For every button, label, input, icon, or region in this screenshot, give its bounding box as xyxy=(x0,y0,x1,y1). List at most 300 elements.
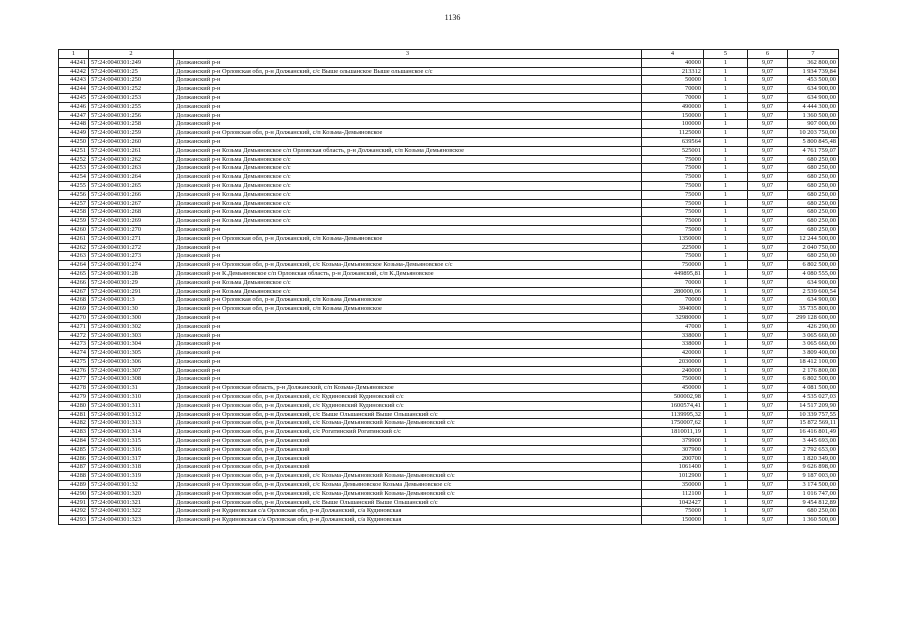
address-cell: Должанский р-н Кудиновская с/а Орловская обл, р-н Должанский, с/а Кудиновская xyxy=(174,516,642,525)
category-cell: 1 xyxy=(704,331,748,340)
table-row xyxy=(59,85,839,94)
area-cell: 1139995,32 xyxy=(642,410,704,419)
rate-cell: 9,07 xyxy=(748,305,788,314)
category-cell: 1 xyxy=(704,498,748,507)
cadastral-number: 57:24:0040301:31 xyxy=(89,384,174,393)
cadastral-number: 57:24:0040301:270 xyxy=(89,225,174,234)
table-row xyxy=(59,401,839,410)
area-cell: 280000,06 xyxy=(642,287,704,296)
value-cell: 453 500,00 xyxy=(788,76,839,85)
category-cell: 1 xyxy=(704,67,748,76)
table-row xyxy=(59,67,839,76)
cadastral-number: 57:24:0040301:305 xyxy=(89,349,174,358)
row-number: 44279 xyxy=(59,393,89,402)
category-cell: 1 xyxy=(704,93,748,102)
table-row xyxy=(59,305,839,314)
area-cell: 449895,81 xyxy=(642,269,704,278)
row-number: 44249 xyxy=(59,129,89,138)
rate-cell: 9,07 xyxy=(748,208,788,217)
address-cell: Должанский р-н Орловская обл, р-н Должанский, с/п Козьма-Демьяновское xyxy=(174,129,642,138)
category-cell: 1 xyxy=(704,454,748,463)
address-cell: Должанский р-н Орловская обл, р-н Должанский, с/п Козьма-Демьяновское xyxy=(174,234,642,243)
rate-cell: 9,07 xyxy=(748,516,788,525)
cadastral-number: 57:24:0040301:271 xyxy=(89,234,174,243)
area-cell: 1350000 xyxy=(642,234,704,243)
row-number: 44292 xyxy=(59,507,89,516)
cadastral-number: 57:24:0040301:307 xyxy=(89,366,174,375)
area-cell: 1810011,19 xyxy=(642,428,704,437)
category-cell: 1 xyxy=(704,507,748,516)
area-cell: 50000 xyxy=(642,76,704,85)
rate-cell: 9,07 xyxy=(748,419,788,428)
address-cell: Должанский р-н xyxy=(174,58,642,67)
address-cell: Должанский р-н xyxy=(174,137,642,146)
address-cell: Должанский р-н Орловская обл, р-н Должанский, с/с Выше Ольшанский Выше Ольшанский с/с xyxy=(174,498,642,507)
table-row xyxy=(59,375,839,384)
address-cell: Должанский р-н К.Демьяновское с/п Орловская область, р-н Должанский, с/п К.Демьяновское xyxy=(174,269,642,278)
category-cell: 1 xyxy=(704,349,748,358)
rate-cell: 9,07 xyxy=(748,217,788,226)
cadastral-number: 57:24:0040301:311 xyxy=(89,401,174,410)
row-number: 44281 xyxy=(59,410,89,419)
category-cell: 1 xyxy=(704,173,748,182)
value-cell: 680 250,00 xyxy=(788,217,839,226)
header-col-1: 1 xyxy=(59,50,89,59)
rate-cell: 9,07 xyxy=(748,349,788,358)
cadastral-number: 57:24:0040301:308 xyxy=(89,375,174,384)
rate-cell: 9,07 xyxy=(748,155,788,164)
cadastral-number: 57:24:0040301:291 xyxy=(89,287,174,296)
cadastral-number: 57:24:0040301:302 xyxy=(89,322,174,331)
value-cell: 35 735 800,00 xyxy=(788,305,839,314)
cadastral-number: 57:24:0040301:267 xyxy=(89,199,174,208)
cadastral-number: 57:24:0040301:28 xyxy=(89,269,174,278)
rate-cell: 9,07 xyxy=(748,190,788,199)
area-cell: 75000 xyxy=(642,181,704,190)
rate-cell: 9,07 xyxy=(748,322,788,331)
value-cell: 680 250,00 xyxy=(788,155,839,164)
row-number: 44264 xyxy=(59,261,89,270)
address-cell: Должанский р-н Орловская обл, р-н Должанский, с/с Козьма-Демьяновский Козьма-Демьяновский с/с xyxy=(174,419,642,428)
value-cell: 680 250,00 xyxy=(788,173,839,182)
address-cell: Должанский р-н Орловская обл, р-н Должанский, с/с Козьма-Демьяновское Козьма-Демьяновское с/с xyxy=(174,261,642,270)
value-cell: 1 934 739,84 xyxy=(788,67,839,76)
address-cell: Должанский р-н Орловская обл, р-н Должанский, с/с Козьма-Демьяновский Козьма-Демьяновский с/с xyxy=(174,489,642,498)
row-number: 44282 xyxy=(59,419,89,428)
area-cell: 240000 xyxy=(642,366,704,375)
value-cell: 680 250,00 xyxy=(788,164,839,173)
table-row xyxy=(59,410,839,419)
address-cell: Должанский р-н Орловская обл, р-н Должанский xyxy=(174,437,642,446)
area-cell: 225000 xyxy=(642,243,704,252)
area-cell: 70000 xyxy=(642,278,704,287)
value-cell: 5 800 845,48 xyxy=(788,137,839,146)
area-cell: 1012900 xyxy=(642,472,704,481)
value-cell: 3 445 693,00 xyxy=(788,437,839,446)
cadastral-number: 57:24:0040301:253 xyxy=(89,93,174,102)
cadastral-number: 57:24:0040301:29 xyxy=(89,278,174,287)
area-cell: 100000 xyxy=(642,120,704,129)
value-cell: 680 250,00 xyxy=(788,181,839,190)
category-cell: 1 xyxy=(704,164,748,173)
address-cell: Должанский р-н Козьма Демьяновское с/с xyxy=(174,181,642,190)
rate-cell: 9,07 xyxy=(748,67,788,76)
category-cell: 1 xyxy=(704,243,748,252)
rate-cell: 9,07 xyxy=(748,357,788,366)
area-cell: 75000 xyxy=(642,252,704,261)
area-cell: 75000 xyxy=(642,208,704,217)
row-number: 44274 xyxy=(59,349,89,358)
table-row xyxy=(59,155,839,164)
table-row xyxy=(59,472,839,481)
cadastral-number: 57:24:0040301:323 xyxy=(89,516,174,525)
table-row xyxy=(59,498,839,507)
cadastral-number: 57:24:0040301:30 xyxy=(89,305,174,314)
table-row xyxy=(59,173,839,182)
area-cell: 75000 xyxy=(642,199,704,208)
cadastral-number: 57:24:0040301:252 xyxy=(89,85,174,94)
category-cell: 1 xyxy=(704,120,748,129)
cadastral-number: 57:24:0040301:273 xyxy=(89,252,174,261)
table-row xyxy=(59,164,839,173)
cadastral-number: 57:24:0040301:272 xyxy=(89,243,174,252)
value-cell: 3 065 660,00 xyxy=(788,331,839,340)
header-col-2: 2 xyxy=(89,50,174,59)
table-row xyxy=(59,120,839,129)
category-cell: 1 xyxy=(704,181,748,190)
rate-cell: 9,07 xyxy=(748,437,788,446)
value-cell: 1 360 500,00 xyxy=(788,516,839,525)
value-cell: 1 360 500,00 xyxy=(788,111,839,120)
row-number: 44243 xyxy=(59,76,89,85)
rate-cell: 9,07 xyxy=(748,146,788,155)
address-cell: Должанский р-н Орловская обл, р-н Должанский, с/с Рогатинский Рогатинский с/с xyxy=(174,428,642,437)
table-row xyxy=(59,481,839,490)
category-cell: 1 xyxy=(704,428,748,437)
rate-cell: 9,07 xyxy=(748,269,788,278)
category-cell: 1 xyxy=(704,366,748,375)
cadastral-number: 57:24:0040301:314 xyxy=(89,428,174,437)
row-number: 44262 xyxy=(59,243,89,252)
value-cell: 6 802 500,00 xyxy=(788,375,839,384)
area-cell: 350000 xyxy=(642,481,704,490)
address-cell: Должанский р-н xyxy=(174,313,642,322)
address-cell: Должанский р-н xyxy=(174,375,642,384)
cadastral-number: 57:24:0040301:322 xyxy=(89,507,174,516)
area-cell: 32980000 xyxy=(642,313,704,322)
category-cell: 1 xyxy=(704,199,748,208)
row-number: 44289 xyxy=(59,481,89,490)
header-col-5: 5 xyxy=(704,50,748,59)
area-cell: 150000 xyxy=(642,111,704,120)
value-cell: 3 809 400,00 xyxy=(788,349,839,358)
row-number: 44278 xyxy=(59,384,89,393)
category-cell: 1 xyxy=(704,146,748,155)
area-cell: 47000 xyxy=(642,322,704,331)
rate-cell: 9,07 xyxy=(748,243,788,252)
rate-cell: 9,07 xyxy=(748,137,788,146)
value-cell: 1 820 349,00 xyxy=(788,454,839,463)
value-cell: 4 081 500,00 xyxy=(788,384,839,393)
rate-cell: 9,07 xyxy=(748,234,788,243)
rate-cell: 9,07 xyxy=(748,129,788,138)
row-number: 44242 xyxy=(59,67,89,76)
table-row xyxy=(59,454,839,463)
row-number: 44261 xyxy=(59,234,89,243)
category-cell: 1 xyxy=(704,58,748,67)
row-number: 44277 xyxy=(59,375,89,384)
table-row xyxy=(59,199,839,208)
table-row xyxy=(59,287,839,296)
row-number: 44290 xyxy=(59,489,89,498)
category-cell: 1 xyxy=(704,357,748,366)
category-cell: 1 xyxy=(704,384,748,393)
area-cell: 1600574,41 xyxy=(642,401,704,410)
value-cell: 2 040 750,00 xyxy=(788,243,839,252)
address-cell: Должанский р-н xyxy=(174,252,642,261)
table-row xyxy=(59,489,839,498)
value-cell: 680 250,00 xyxy=(788,252,839,261)
category-cell: 1 xyxy=(704,102,748,111)
address-cell: Должанский р-н Орловская обл, р-н Должанский, с/с Кудиновский Кудиновский с/с xyxy=(174,393,642,402)
row-number: 44293 xyxy=(59,516,89,525)
category-cell: 1 xyxy=(704,137,748,146)
rate-cell: 9,07 xyxy=(748,428,788,437)
area-cell: 75000 xyxy=(642,164,704,173)
rate-cell: 9,07 xyxy=(748,481,788,490)
category-cell: 1 xyxy=(704,516,748,525)
rate-cell: 9,07 xyxy=(748,401,788,410)
address-cell: Должанский р-н Козьма Демьяновское с/с xyxy=(174,190,642,199)
row-number: 44275 xyxy=(59,357,89,366)
cadastral-number: 57:24:0040301:315 xyxy=(89,437,174,446)
category-cell: 1 xyxy=(704,375,748,384)
address-cell: Должанский р-н Козьма Демьяновское с/с xyxy=(174,164,642,173)
table-row xyxy=(59,208,839,217)
value-cell: 2 792 653,00 xyxy=(788,445,839,454)
table-row xyxy=(59,146,839,155)
value-cell: 16 416 801,49 xyxy=(788,428,839,437)
area-cell: 1750007,62 xyxy=(642,419,704,428)
address-cell: Должанский р-н Орловская обл, р-н Должанский, с/с Козьма Демьяновское Козьма Демьяновское с/с xyxy=(174,481,642,490)
row-number: 44256 xyxy=(59,190,89,199)
table-row xyxy=(59,252,839,261)
rate-cell: 9,07 xyxy=(748,366,788,375)
cadastral-number: 57:24:0040301:269 xyxy=(89,217,174,226)
table-row xyxy=(59,269,839,278)
value-cell: 10 203 750,00 xyxy=(788,129,839,138)
category-cell: 1 xyxy=(704,287,748,296)
table-row xyxy=(59,393,839,402)
address-cell: Должанский р-н xyxy=(174,366,642,375)
rate-cell: 9,07 xyxy=(748,278,788,287)
value-cell: 680 250,00 xyxy=(788,190,839,199)
area-cell: 75000 xyxy=(642,225,704,234)
row-number: 44253 xyxy=(59,164,89,173)
rate-cell: 9,07 xyxy=(748,225,788,234)
area-cell: 750000 xyxy=(642,375,704,384)
value-cell: 1 016 747,00 xyxy=(788,489,839,498)
table-row xyxy=(59,445,839,454)
value-cell: 9 187 003,00 xyxy=(788,472,839,481)
address-cell: Должанский р-н Козьма Демьяновское с/с xyxy=(174,208,642,217)
area-cell: 150000 xyxy=(642,516,704,525)
table-row xyxy=(59,225,839,234)
value-cell: 4 761 759,07 xyxy=(788,146,839,155)
cadastral-number: 57:24:0040301:255 xyxy=(89,102,174,111)
address-cell: Должанский р-н xyxy=(174,340,642,349)
category-cell: 1 xyxy=(704,340,748,349)
rate-cell: 9,07 xyxy=(748,507,788,516)
address-cell: Должанский р-н Козьма Демьяновское с/с xyxy=(174,278,642,287)
address-cell: Должанский р-н Козьма Демьяновское с/с xyxy=(174,199,642,208)
row-number: 44244 xyxy=(59,85,89,94)
table-row xyxy=(59,437,839,446)
table-row xyxy=(59,463,839,472)
area-cell: 200700 xyxy=(642,454,704,463)
table-row xyxy=(59,322,839,331)
rate-cell: 9,07 xyxy=(748,102,788,111)
area-cell: 450000 xyxy=(642,384,704,393)
row-number: 44245 xyxy=(59,93,89,102)
area-cell: 1125000 xyxy=(642,129,704,138)
category-cell: 1 xyxy=(704,393,748,402)
area-cell: 1042427 xyxy=(642,498,704,507)
cadastral-number: 57:24:0040301:319 xyxy=(89,472,174,481)
table-row xyxy=(59,137,839,146)
row-number: 44266 xyxy=(59,278,89,287)
address-cell: Должанский р-н Козьма Демьяновское с/с xyxy=(174,287,642,296)
category-cell: 1 xyxy=(704,463,748,472)
table-row xyxy=(59,102,839,111)
rate-cell: 9,07 xyxy=(748,58,788,67)
address-cell: Должанский р-н xyxy=(174,102,642,111)
table-row xyxy=(59,261,839,270)
area-cell: 75000 xyxy=(642,190,704,199)
cadastral-number: 57:24:0040301:312 xyxy=(89,410,174,419)
table-row xyxy=(59,340,839,349)
table-row xyxy=(59,428,839,437)
value-cell: 12 244 500,00 xyxy=(788,234,839,243)
area-cell: 70000 xyxy=(642,93,704,102)
row-number: 44255 xyxy=(59,181,89,190)
category-cell: 1 xyxy=(704,261,748,270)
category-cell: 1 xyxy=(704,305,748,314)
cadastral-number: 57:24:0040301:261 xyxy=(89,146,174,155)
category-cell: 1 xyxy=(704,208,748,217)
address-cell: Должанский р-н Орловская обл, р-н Должанский, с/с Кудиновский Кудиновский с/с xyxy=(174,401,642,410)
rate-cell: 9,07 xyxy=(748,287,788,296)
cadastral-number: 57:24:0040301:249 xyxy=(89,58,174,67)
category-cell: 1 xyxy=(704,313,748,322)
table-row xyxy=(59,243,839,252)
row-number: 44273 xyxy=(59,340,89,349)
table-row xyxy=(59,190,839,199)
rate-cell: 9,07 xyxy=(748,384,788,393)
area-cell: 338000 xyxy=(642,340,704,349)
address-cell: Должанский р-н xyxy=(174,331,642,340)
address-cell: Должанский р-н Орловская область, р-н Должанский, с/п Козьма-Демьяновское xyxy=(174,384,642,393)
table-row xyxy=(59,296,839,305)
table-row xyxy=(59,234,839,243)
address-cell: Должанский р-н xyxy=(174,322,642,331)
table-row xyxy=(59,58,839,67)
row-number: 44252 xyxy=(59,155,89,164)
table-row xyxy=(59,129,839,138)
value-cell: 680 250,00 xyxy=(788,199,839,208)
category-cell: 1 xyxy=(704,252,748,261)
category-cell: 1 xyxy=(704,445,748,454)
address-cell: Должанский р-н xyxy=(174,357,642,366)
row-number: 44260 xyxy=(59,225,89,234)
area-cell: 1061400 xyxy=(642,463,704,472)
cadastral-number: 57:24:0040301:260 xyxy=(89,137,174,146)
address-cell: Должанский р-н xyxy=(174,349,642,358)
row-number: 44250 xyxy=(59,137,89,146)
row-number: 44269 xyxy=(59,305,89,314)
cadastral-number: 57:24:0040301:274 xyxy=(89,261,174,270)
cadastral-number: 57:24:0040301:265 xyxy=(89,181,174,190)
value-cell: 907 000,00 xyxy=(788,120,839,129)
header-col-6: 6 xyxy=(748,50,788,59)
row-number: 44267 xyxy=(59,287,89,296)
rate-cell: 9,07 xyxy=(748,498,788,507)
category-cell: 1 xyxy=(704,481,748,490)
address-cell: Должанский р-н xyxy=(174,93,642,102)
value-cell: 426 290,00 xyxy=(788,322,839,331)
address-cell: Должанский р-н xyxy=(174,243,642,252)
row-number: 44271 xyxy=(59,322,89,331)
rate-cell: 9,07 xyxy=(748,454,788,463)
cadastral-number: 57:24:0040301:32 xyxy=(89,481,174,490)
value-cell: 6 802 500,00 xyxy=(788,261,839,270)
cadastral-number: 57:24:0040301:266 xyxy=(89,190,174,199)
table-header xyxy=(59,50,839,59)
address-cell: Должанский р-н Орловская обл, р-н Должанский xyxy=(174,463,642,472)
cadastral-number: 57:24:0040301:259 xyxy=(89,129,174,138)
table-row xyxy=(59,217,839,226)
category-cell: 1 xyxy=(704,155,748,164)
area-cell: 70000 xyxy=(642,85,704,94)
table-row xyxy=(59,181,839,190)
rate-cell: 9,07 xyxy=(748,252,788,261)
row-number: 44246 xyxy=(59,102,89,111)
category-cell: 1 xyxy=(704,437,748,446)
value-cell: 680 250,00 xyxy=(788,225,839,234)
area-cell: 338000 xyxy=(642,331,704,340)
cadastral-number: 57:24:0040301:250 xyxy=(89,76,174,85)
registry-table xyxy=(58,49,839,525)
category-cell: 1 xyxy=(704,472,748,481)
rate-cell: 9,07 xyxy=(748,261,788,270)
category-cell: 1 xyxy=(704,85,748,94)
area-cell: 40000 xyxy=(642,58,704,67)
cadastral-number: 57:24:0040301:318 xyxy=(89,463,174,472)
row-number: 44241 xyxy=(59,58,89,67)
area-cell: 307900 xyxy=(642,445,704,454)
row-number: 44265 xyxy=(59,269,89,278)
category-cell: 1 xyxy=(704,401,748,410)
area-cell: 639564 xyxy=(642,137,704,146)
value-cell: 680 250,00 xyxy=(788,208,839,217)
row-number: 44272 xyxy=(59,331,89,340)
area-cell: 3940000 xyxy=(642,305,704,314)
value-cell: 299 128 600,00 xyxy=(788,313,839,322)
category-cell: 1 xyxy=(704,269,748,278)
rate-cell: 9,07 xyxy=(748,410,788,419)
value-cell: 4 444 300,00 xyxy=(788,102,839,111)
category-cell: 1 xyxy=(704,217,748,226)
